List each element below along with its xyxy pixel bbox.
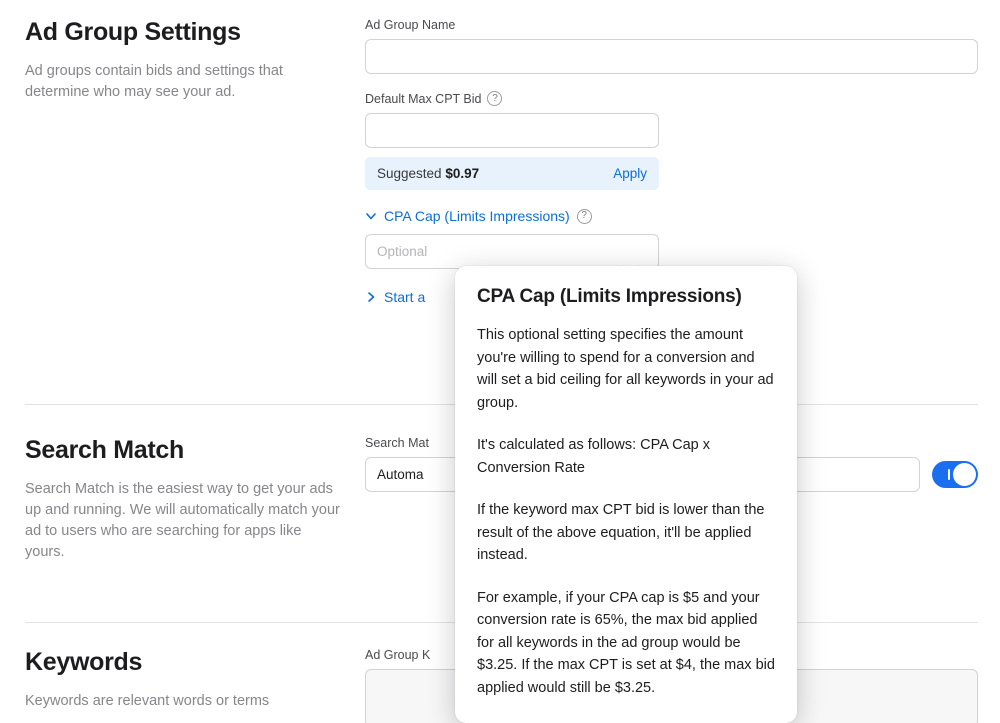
ad-group-name-input[interactable] bbox=[365, 39, 978, 74]
section-ad-group-settings bbox=[0, 18, 1000, 305]
chevron-right-icon bbox=[365, 291, 377, 303]
default-max-cpt-bid-input[interactable] bbox=[365, 113, 659, 148]
cpa-cap-disclosure[interactable] bbox=[365, 208, 978, 224]
popover-paragraph: This optional setting specifies the amount you're willing to spend for a conversion and will set a bid ceiling for all keywords in your ad group. bbox=[477, 327, 774, 411]
search-match-description: Search Match is the easiest way to get your ads up and running. We will automatically match your ad to users who are searching for apps like yours. bbox=[25, 481, 340, 560]
keywords-field-label: Ad Group K bbox=[365, 648, 431, 662]
ad-group-settings-description-column bbox=[0, 18, 365, 305]
toggle-knob bbox=[953, 463, 976, 486]
search-match-title: Search Match bbox=[25, 436, 184, 464]
suggested-bid-text bbox=[377, 166, 479, 181]
cpa-cap-disclosure-label: CPA Cap (Limits Impressions) bbox=[384, 208, 570, 224]
popover-arrow bbox=[619, 266, 639, 267]
ad-group-settings-form-column bbox=[365, 18, 1000, 305]
keywords-description-column bbox=[0, 648, 365, 723]
ad-group-settings-title: Ad Group Settings bbox=[25, 18, 241, 46]
default-max-cpt-bid-label-row bbox=[365, 91, 978, 106]
popover-title: CPA Cap (Limits Impressions) bbox=[477, 286, 742, 307]
toggle-on-indicator bbox=[948, 469, 950, 480]
help-icon[interactable]: ? bbox=[577, 209, 592, 224]
suggested-bid-value: $0.97 bbox=[445, 166, 480, 181]
suggested-bid-label: Suggested bbox=[377, 166, 442, 181]
suggested-bid-bar bbox=[365, 157, 659, 190]
keywords-description: Keywords are relevant words or terms bbox=[25, 693, 270, 709]
ad-group-settings-description: Ad groups contain bids and settings that determine who may see your ad. bbox=[25, 63, 283, 100]
ad-group-name-label: Ad Group Name bbox=[365, 18, 456, 32]
start-advanced-disclosure-label: Start a bbox=[384, 289, 426, 305]
popover-paragraph: For example, if your CPA cap is $5 and your conversion rate is 65%, the max bid applied for all keywords in the ad group would be $3.25. If the max CPT is set at $4, the max bid applied would still be $3.25. bbox=[477, 589, 775, 696]
search-match-field-label: Search Mat bbox=[365, 436, 429, 450]
cpa-cap-help-popover bbox=[455, 266, 797, 723]
apply-suggested-bid-link[interactable]: Apply bbox=[613, 166, 647, 181]
help-icon[interactable]: ? bbox=[487, 91, 502, 106]
popover-paragraph: If the keyword max CPT bid is lower than the result of the above equation, it'll be applied instead. bbox=[477, 502, 765, 563]
search-match-description-column bbox=[0, 436, 365, 563]
cpa-cap-input[interactable] bbox=[365, 234, 659, 269]
default-max-cpt-bid-label: Default Max CPT Bid bbox=[365, 91, 482, 106]
search-match-toggle[interactable] bbox=[932, 461, 978, 488]
keywords-title: Keywords bbox=[25, 648, 143, 676]
popover-paragraph: It's calculated as follows: CPA Cap x Conversion Rate bbox=[477, 437, 710, 476]
chevron-down-icon bbox=[365, 210, 377, 222]
